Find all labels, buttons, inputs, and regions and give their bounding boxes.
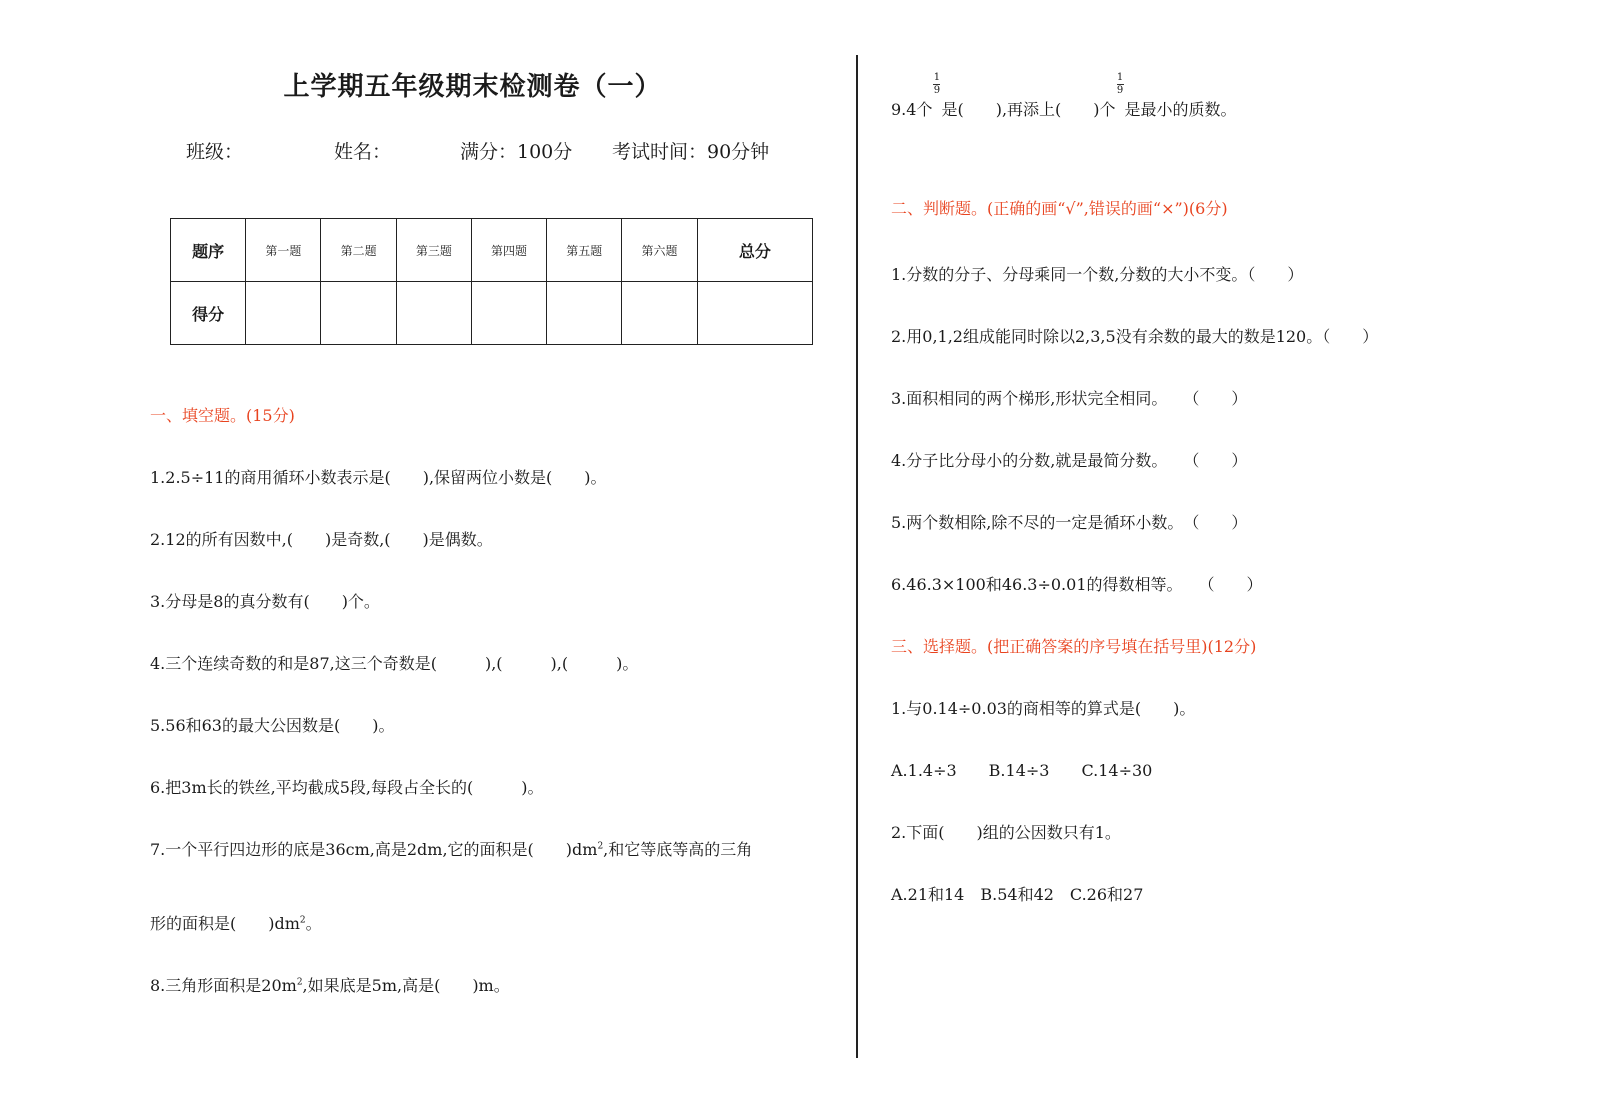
s2-question-2: 2.用0,1,2组成能同时除以2,3,5没有余数的最大的数是120。（ ） <box>891 327 1379 346</box>
s1-q9-part-a: 9.4个 <box>891 100 933 119</box>
s2-question-4: 4.分子比分母小的分数,就是最简分数。 （ ） <box>891 451 1248 470</box>
s1-question-4: 4.三个连续奇数的和是87,这三个奇数是( ),( ),( )。 <box>150 654 639 673</box>
section3-heading: 三、选择题。(把正确答案的序号填在括号里)(12分) <box>891 637 1257 656</box>
fraction-one-ninth-2 <box>1117 73 1124 96</box>
score-table-col-1: 第一题 <box>246 219 321 282</box>
score-table <box>170 218 813 345</box>
frac-denominator: 9 <box>1116 85 1124 96</box>
score-table-header-row <box>171 219 813 282</box>
s1-q7-part-b: ,和它等底等高的三角 <box>603 840 753 859</box>
score-table-col-2: 第二题 <box>321 219 396 282</box>
score-cell-6[interactable] <box>622 282 697 345</box>
exam-time: 考试时间：90分钟 <box>612 141 770 163</box>
score-table-row2-label: 得分 <box>171 282 246 345</box>
score-table-col-3: 第三题 <box>396 219 471 282</box>
s1-q8-sup: 2 <box>296 977 303 988</box>
s1-question-1: 1.2.5÷11的商用循环小数表示是( ),保留两位小数是( )。 <box>150 468 607 487</box>
s1-q7-part-a: 7.一个平行四边形的底是36cm,高是2dm,它的面积是( )dm <box>150 840 598 859</box>
score-cell-2[interactable] <box>321 282 396 345</box>
s1-q9-part-b: 是( ),再添上( )个 <box>941 100 1116 119</box>
score-cell-4[interactable] <box>471 282 546 345</box>
score-cell-3[interactable] <box>396 282 471 345</box>
exam-title: 上学期五年级期末检测卷（一） <box>283 72 662 102</box>
score-cell-total[interactable] <box>697 282 812 345</box>
full-score: 满分：100分 <box>460 141 573 163</box>
s2-question-6: 6.46.3×100和46.3÷0.01的得数相等。 （ ） <box>891 575 1263 594</box>
column-divider <box>856 55 858 1058</box>
class-label: 班级： <box>186 141 244 163</box>
s1-q7-part-c: 形的面积是( )dm <box>150 914 300 933</box>
score-table-total: 总分 <box>697 219 812 282</box>
s3-question-1-options: A.1.4÷3 B.14÷3 C.14÷30 <box>891 761 1153 780</box>
s1-question-7-line2 <box>150 911 322 934</box>
s1-q8-part-b: ,如果底是5m,高是( )m。 <box>302 976 510 995</box>
s1-question-9 <box>891 72 1237 120</box>
s1-question-8 <box>150 973 510 996</box>
fraction-one-ninth <box>933 73 940 96</box>
score-table-col-6: 第六题 <box>622 219 697 282</box>
s1-q7-sup: 2 <box>597 841 604 852</box>
s3-question-2-options: A.21和14 B.54和42 C.26和27 <box>891 885 1144 904</box>
score-cell-5[interactable] <box>547 282 622 345</box>
section1-heading: 一、填空题。(15分) <box>150 406 295 425</box>
s1-question-6: 6.把3m长的铁丝,平均截成5段,每段占全长的( )。 <box>150 778 544 797</box>
s1-question-5: 5.56和63的最大公因数是( )。 <box>150 716 395 735</box>
s3-question-1: 1.与0.14÷0.03的商相等的算式是( )。 <box>891 699 1196 718</box>
score-table-score-row <box>171 282 813 345</box>
s2-question-3: 3.面积相同的两个梯形,形状完全相同。 （ ） <box>891 389 1248 408</box>
s1-q8-part-a: 8.三角形面积是20m <box>150 976 297 995</box>
score-table-col-4: 第四题 <box>471 219 546 282</box>
frac-denominator: 9 <box>933 85 941 96</box>
score-cell-1[interactable] <box>246 282 321 345</box>
score-table-col-5: 第五题 <box>547 219 622 282</box>
section2-heading: 二、判断题。(正确的画“√”,错误的画“×”)(6分) <box>891 199 1228 218</box>
s1-q7-part-d: 。 <box>305 914 322 933</box>
s1-question-2: 2.12的所有因数中,( )是奇数,( )是偶数。 <box>150 530 493 549</box>
frac-numerator: 1 <box>933 72 941 83</box>
s1-q7-sup2: 2 <box>299 915 306 926</box>
s1-question-7-line1 <box>150 837 752 860</box>
s2-question-1: 1.分数的分子、分母乘同一个数,分数的大小不变。（ ） <box>891 265 1304 284</box>
frac-numerator: 1 <box>1116 72 1124 83</box>
s2-question-5: 5.两个数相除,除不尽的一定是循环小数。 （ ） <box>891 513 1248 532</box>
name-label: 姓名： <box>334 141 392 163</box>
s3-question-2: 2.下面( )组的公因数只有1。 <box>891 823 1121 842</box>
s1-question-3: 3.分母是8的真分数有( )个。 <box>150 592 380 611</box>
s1-q9-part-c: 是最小的质数。 <box>1124 100 1237 119</box>
score-table-row1-label: 题序 <box>171 219 246 282</box>
